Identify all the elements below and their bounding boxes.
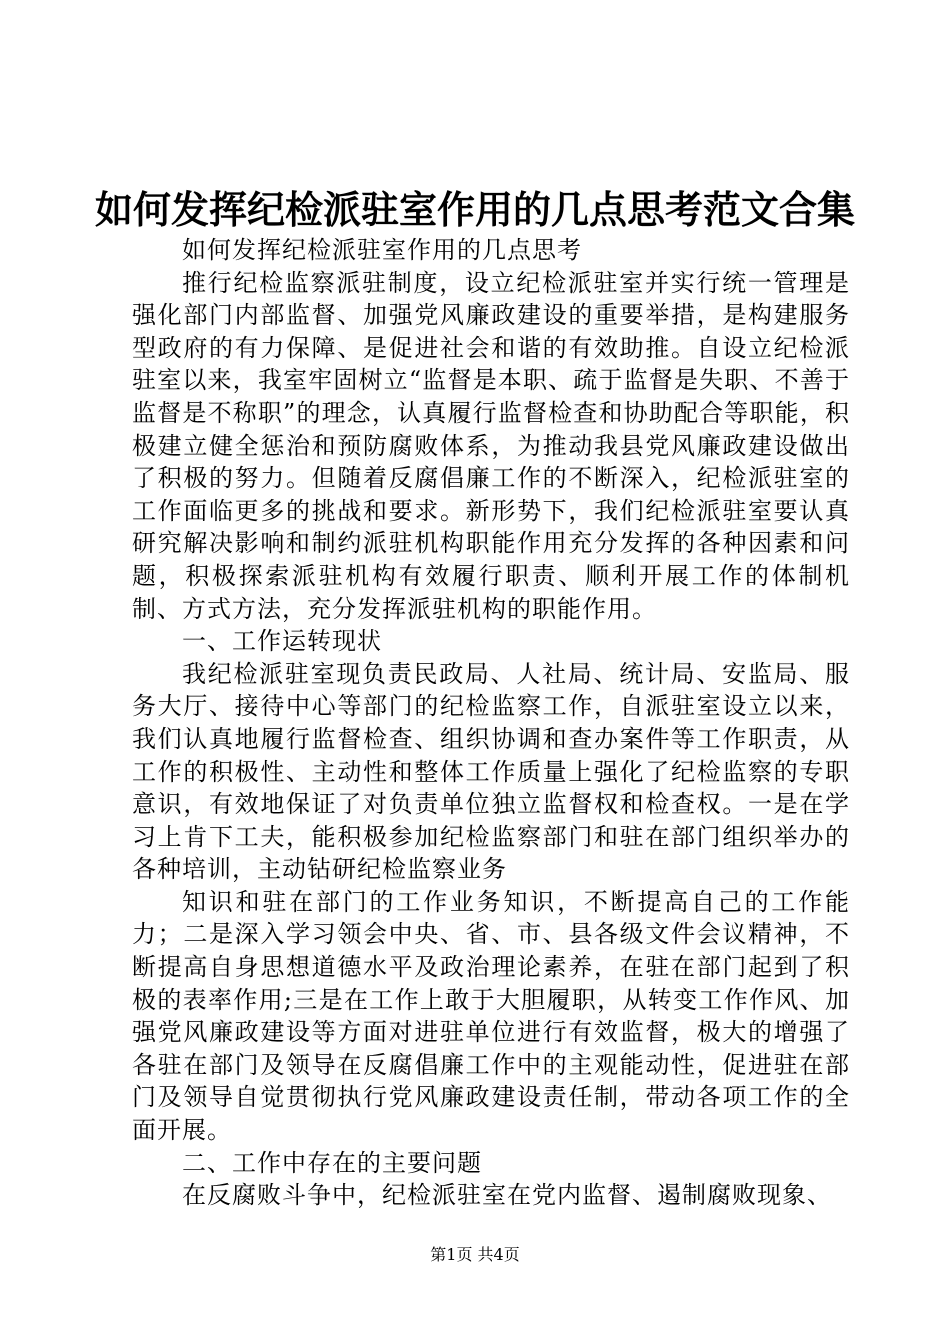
body-paragraph: 知识和驻在部门的工作业务知识，不断提高自己的工作能力；二是深入学习领会中央、省、市、县各级文件会议精神，不断提高自身思想道德水平及政治理论素养，在驻在部门起到了积极的表率作用;三是在工作上敢于大胆履职，从转变工作作风、加强党风廉政建设等方面对进驻单位进行有效监督，极大的增强了各驻在部门及领导在反腐倡廉工作中的主观能动性，促进驻在部门及领导自觉贯彻执行党风廉政建设责任制，带动各项工作的全面开展。 <box>132 887 850 1145</box>
body-paragraph: 我纪检派驻室现负责民政局、人社局、统计局、安监局、服务大厅、接待中心等部门的纪检监察工作，自派驻室设立以来，我们认真地履行监督检查、组织协调和查办案件等工作职责，从工作的积极性、主动性和整体工作质量上强化了纪检监察的专职意识，有效地保证了对负责单位独立监督权和检查权。一是在学习上肯下工夫，能积极参加纪检监察部门和驻在部门组织举办的各种培训，主动钻研纪检监察业务 <box>132 659 850 884</box>
body-paragraph: 推行纪检监察派驻制度，设立纪检派驻室并实行统一管理是强化部门内部监督、加强党风廉政建设的重要举措，是构建服务型政府的有力保障、是促进社会和谐的有效助推。自设立纪检派驻室以来，我室牢固树立“监督是本职、疏于监督是失职、不善于监督是不称职”的理念，认真履行监督检查和协助配合等职能，积极建立健全惩治和预防腐败体系，为推动我县党风廉政建设做出了积极的努力。但随着反腐倡廉工作的不断深入，纪检派驻室的工作面临更多的挑战和要求。新形势下，我们纪检派驻室要认真研究解决影响和制约派驻机构职能作用充分发挥的各种因素和问题，积极探索派驻机构有效履行职责、顺利开展工作的体制机制、方式方法，充分发挥派驻机构的职能作用。 <box>132 268 850 623</box>
body-paragraph: 在反腐败斗争中，纪检派驻室在党内监督、遏制腐败现象、 <box>182 1181 832 1210</box>
document-body <box>132 234 850 1212</box>
page-number-footer: 第1页 共4页 <box>430 1245 520 1264</box>
section-heading: 二、工作中存在的主要问题 <box>182 1148 482 1177</box>
subtitle-paragraph: 如何发挥纪检派驻室作用的几点思考 <box>182 236 582 264</box>
document-title: 如何发挥纪检派驻室作用的几点思考范文合集 <box>94 188 855 232</box>
section-heading: 一、工作运转现状 <box>182 627 382 656</box>
